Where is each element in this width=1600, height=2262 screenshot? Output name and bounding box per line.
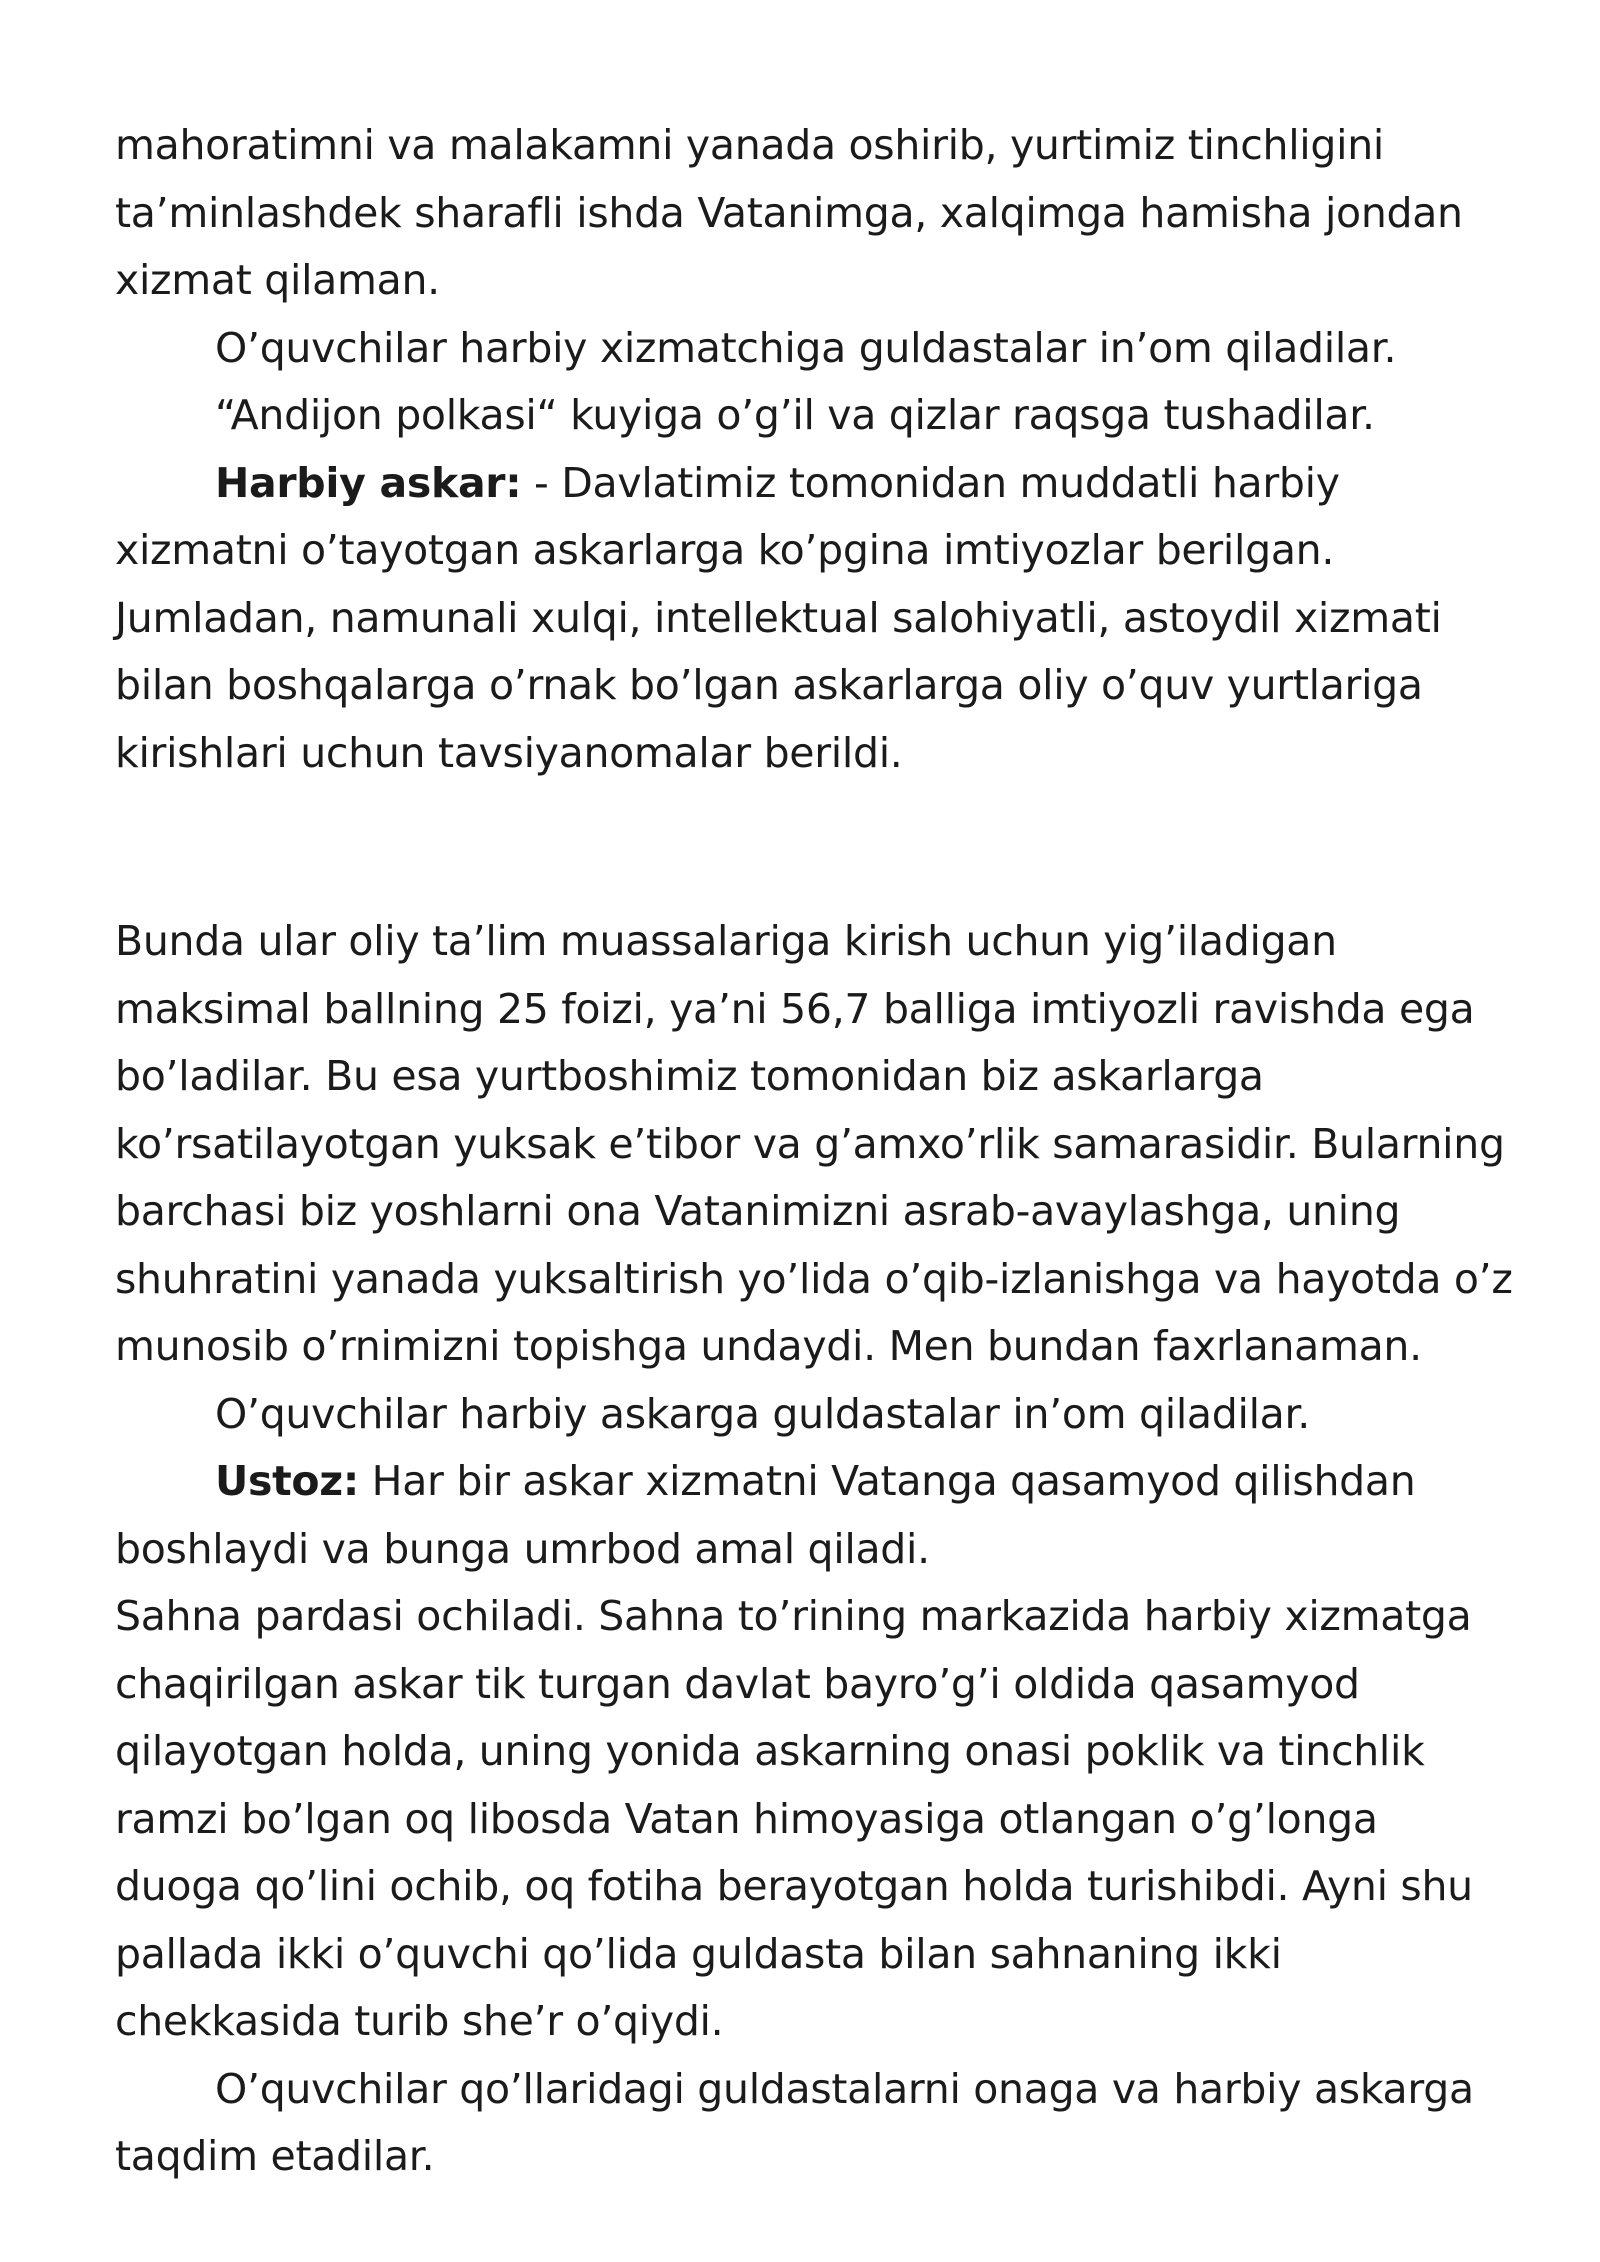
- speaker-text: - Davlatimiz tomonidan muddatli harbiy xizmatni o’tayotgan askarlarga ko’pgina imtiyozlar berilgan. Jumladan, namunali xulqi, intellektual salohiyatli, astoydil xizmati bilan boshqalarga o’rnak bo’lgan askarlarga oliy o’quv yurtlariga kirishlari uchun tavsiyanomalar berildi.: [115, 458, 1442, 777]
- paragraph: Bunda ular oliy ta’lim muassalariga kirish uchun yig’iladigan maksimal ballning 25 foizi, ya’ni 56,7 balliga imtiyozli ravishda ega bo’ladilar. Bu esa yurtboshimiz tomonidan biz askarlarga ko’rsatilayotgan yuksak e’tibor va g’amxo’rlik samarasidir. Bularning barchasi biz yoshlarni ona Vatanimizni asrab-avaylashga, uning shuhratini yanada yuksaltirish yo’lida o’qib-izlanishga va hayotda o’z munosib o’rnimizni topishga undaydi. Men bundan faxrlanaman.: [115, 917, 1513, 1370]
- paragraph: O’quvchilar harbiy askarga guldastalar in’om qiladilar.: [215, 1389, 1311, 1438]
- text-block-top: [115, 112, 1515, 787]
- text-block-bottom: [115, 908, 1515, 2191]
- paragraph-speaker: [115, 450, 1515, 788]
- paragraph: O’quvchilar qo’llaridagi guldastalarni onaga va harbiy askarga taqdim etadilar.: [115, 2064, 1474, 2180]
- speaker-label: Ustoz:: [215, 1457, 359, 1505]
- paragraph: Sahna pardasi ochiladi. Sahna to’rining markazida harbiy xizmatga chaqirilgan askar tik turgan davlat bayro’g’i oldida qasamyod qilayotgan holda, uning yonida askarning onasi poklik va tinchlik ramzi bo’lgan oq libosda Vatan himoyasiga otlangan o’g’longa duoga qo’lini ochib, oq fotiha berayotgan holda turishibdi. Ayni shu pallada ikki o’quvchi qo’lida guldasta bilan sahnaning ikki chekkasida turib she’r o’qiydi.: [115, 1592, 1473, 2045]
- speaker-label: Harbiy askar:: [215, 458, 522, 507]
- paragraph: mahoratimni va malakamni yanada oshirib, yurtimiz tinchligini ta’minlashdek sharafli ishda Vatanimga, xalqimga hamisha jondan xizmat qilaman.: [115, 121, 1463, 304]
- paragraph-speaker: [115, 1448, 1515, 1583]
- paragraph: “Andijon polkasi“ kuyiga o’g’il va qizlar raqsga tushadilar.: [215, 391, 1375, 439]
- paragraph: O’quvchilar harbiy xizmatchiga guldastalar in’om qiladilar.: [215, 323, 1397, 372]
- speaker-text: Har bir askar xizmatni Vatanga qasamyod qilishdan boshlaydi va bunga umrbod amal qiladi.: [115, 1457, 1416, 1573]
